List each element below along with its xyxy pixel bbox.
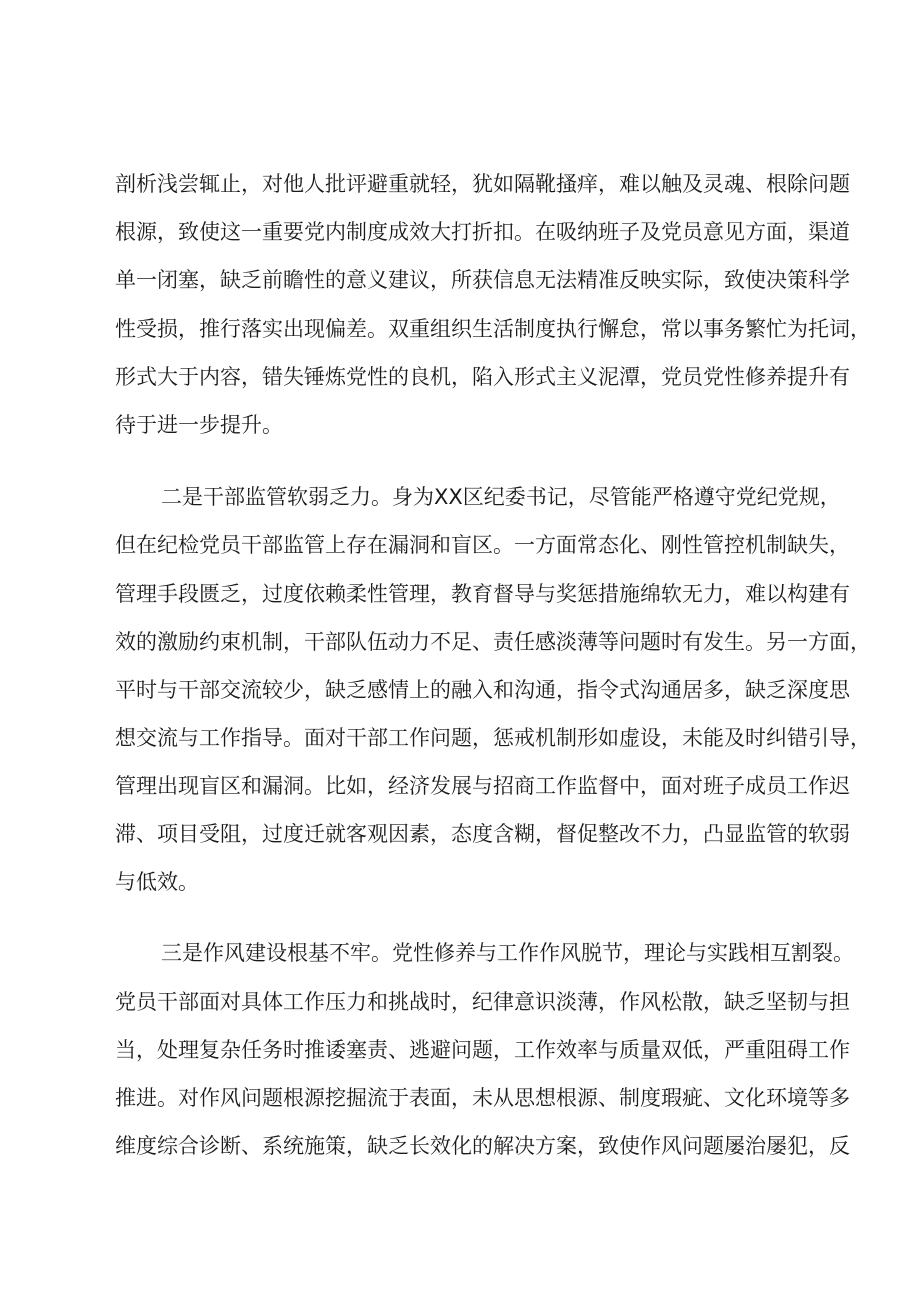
text-line: 待于进一步提升。 — [115, 413, 283, 437]
text-line: 但在纪检党员干部监管上存在漏洞和盲区。一方面常态化、刚性管控机制缺失， — [115, 533, 850, 557]
text-line: 党员干部面对具体工作压力和挑战时，纪律意识淡薄，作风松散，缺乏坚韧与担 — [115, 990, 850, 1014]
text-line: 形式大于内容，错失锤炼党性的良机，陷入形式主义泥潭，党员党性修养提升有 — [115, 365, 850, 389]
text-line: 平时与干部交流较少，缺乏感情上的融入和沟通，指令式沟通居多，缺乏深度思 — [115, 678, 850, 702]
text-line: 管理出现盲区和漏洞。比如，经济发展与招商工作监督中，面对班子成员工作迟 — [115, 774, 850, 798]
text-line: 效的激励约束机制，干部队伍动力不足、责任感淡薄等问题时有发生。另一方面， — [115, 630, 871, 654]
text-line: 想交流与工作指导。面对干部工作问题，惩戒机制形如虚设，未能及时纠错引导， — [115, 726, 871, 750]
text-line: 与低效。 — [115, 870, 199, 894]
text-line: 维度综合诊断、系统施策，缺乏长效化的解决方案，致使作风问题屡治屡犯，反 — [115, 1134, 850, 1158]
text-line: 滞、项目受阻，过度迁就客观因素，态度含糊，督促整改不力，凸显监管的软弱 — [115, 822, 850, 846]
text-line: 剖析浅尝辄止，对他人批评避重就轻，犹如隔靴搔痒，难以触及灵魂、根除问题 — [115, 172, 850, 196]
paragraph-heading-line: 二是干部监管软弱乏力。身为XX区纪委书记，尽管能严格遵守党纪党规， — [161, 485, 841, 509]
text-line: 管理手段匮乏，过度依赖柔性管理，教育督导与奖惩措施绵软无力，难以构建有 — [115, 582, 850, 606]
paragraph-heading-line: 三是作风建设根基不牢。党性修养与工作作风脱节，理论与实践相互割裂。 — [161, 941, 854, 965]
text-line: 单一闭塞，缺乏前瞻性的意义建议，所获信息无法精准反映实际，致使决策科学 — [115, 268, 850, 292]
text-line: 当，处理复杂任务时推诿塞责、逃避问题，工作效率与质量双低，严重阻碍工作 — [115, 1038, 850, 1062]
text-line: 性受损，推行落实出现偏差。双重组织生活制度执行懈怠，常以事务繁忙为托词， — [115, 317, 871, 341]
text-line: 推进。对作风问题根源挖掘流于表面，未从思想根源、制度瑕疵、文化环境等多 — [115, 1086, 850, 1110]
text-line: 根源，致使这一重要党内制度成效大打折扣。在吸纳班子及党员意见方面，渠道 — [115, 220, 850, 244]
